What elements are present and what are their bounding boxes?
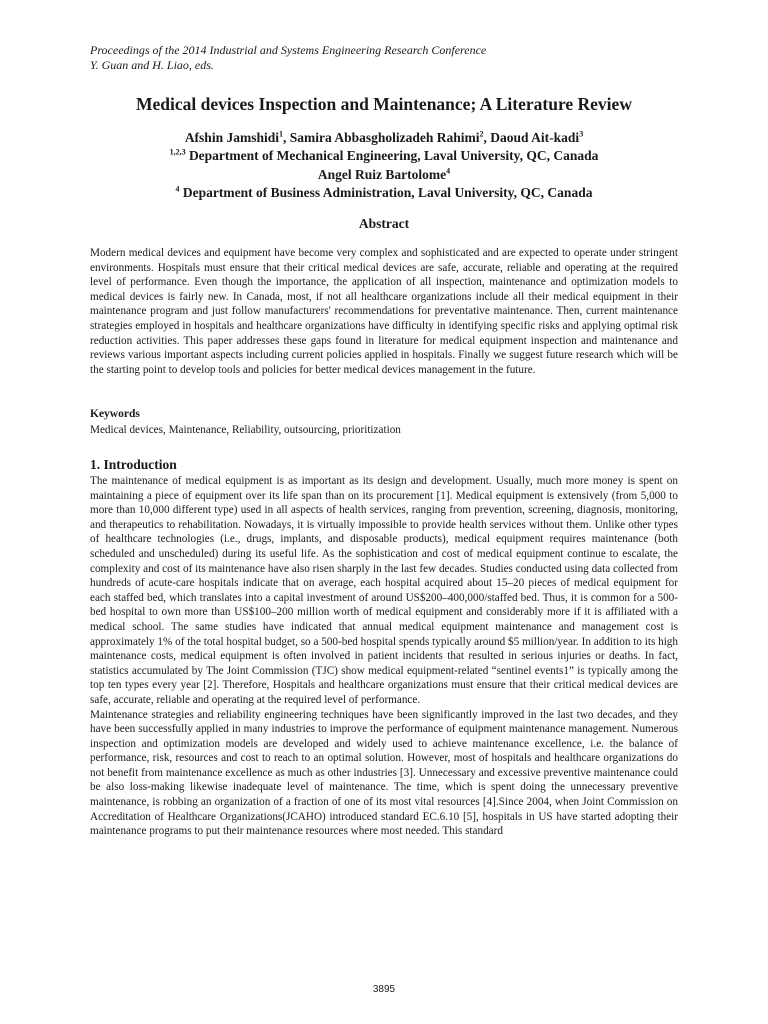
author-block xyxy=(0,129,768,202)
affiliation-text: Department of Mechanical Engineering, Laval University, QC, Canada xyxy=(185,148,599,164)
introduction-paragraph: The maintenance of medical equipment is as important as its design and development. Usually, much more money is spent on maintaining a piece of equipment over its life span than on its procurement [1]. Medical equipment is extensively (from 5,000 to more than 10,000 different type) used in all aspects of health services, ranging from prevention, screening, diagnosis, monitoring, and therapeutics to rehabilitation. Nowadays, it is virtually impossible to provide health services without them. Unlike other types of healthcare technologies (i.e., drugs, implants, and disposable products), medical equipment requires maintenance (both scheduled and unscheduled) during its useful life. As the sophistication and cost of medical equipment continue to escalate, the complexity and cost of its maintenance have also risen sharply in the last few decades. Studies conducted using data collected from hundreds of acute-care hospitals indicate that on average, each hospital acquired about 15–20 pieces of medical equipment for each staffed bed, which translates into a capital investment of around US$200–400,000/staffed bed. Thus, it is common for a 500-bed hospital to own more than US$100–200 million worth of medical equipment and considerably more if it is affiliated with a medical school. The same studies have indicated that annual medical equipment maintenance and management cost is approximately 1% of the total hospital budget, so a 500-bed hospital spends typically around $5 million/year. In addition to its high maintenance costs, medical equipment is often involved in patient incidents that resulted in serious injuries or deaths. In fact, statistics accumulated by The Joint Commission (TJC) show medical equipment-related “sentinel events1” is typically among the top ten types every year [2]. Therefore, Hospitals and healthcare organizations must ensure that their critical medical devices are safe, accurate, reliable and operating at the required level of performance. xyxy=(90,475,678,706)
author-superscript: 2 xyxy=(479,129,484,139)
abstract-text: Modern medical devices and equipment have become very complex and sophisticated and are expected to operate under stringent environments. Hospitals must ensure that their critical medical devices are safe, accurate, reliable and operating at the required level of performance. Even though the importance, the application of all inspection, maintenance and optimization models to medical devices is fairly new. In Canada, most, if not all healthcare organizations include all their medical equipment in their maintenance program and just follow manufacturers' recommendations for preventative maintenance. Then, current maintenance strategies employed in hospitals and healthcare organizations have difficulty in identifying specific risks and applying optimal risk reduction activities. This paper addresses these gaps found in literature for medical equipment inspection and maintenance and reviews various important aspects including current policies applied in hospitals. Finally we suggest future research which will be the starting point to develop tools and policies for better medical devices management in the future. xyxy=(90,247,678,376)
affiliation-superscript: 4 xyxy=(175,184,180,194)
author-name: Afshin Jamshidi xyxy=(184,130,279,145)
proceedings-title: Proceedings of the 2014 Industrial and Systems Engineering Research Conference xyxy=(90,43,487,57)
keywords-heading: Keywords xyxy=(90,408,140,420)
affiliation-line-2 xyxy=(0,184,768,202)
proceedings-editors: Y. Guan and H. Liao, eds. xyxy=(90,58,214,72)
author-name: , Samira Abbasgholizadeh Rahimi xyxy=(282,130,480,145)
author-line-1 xyxy=(0,129,768,147)
page-number: 3895 xyxy=(372,984,396,995)
keywords-text: Medical devices, Maintenance, Reliability, outsourcing, prioritization xyxy=(90,424,401,436)
affiliation-text: Department of Business Administration, Laval University, QC, Canada xyxy=(179,184,593,200)
author-superscript: 1 xyxy=(278,129,283,139)
proceedings-header xyxy=(90,43,486,73)
paper-title: Medical devices Inspection and Maintenance; A Literature Review xyxy=(136,94,632,114)
affiliation-line-1 xyxy=(0,147,768,165)
introduction-paragraph: Maintenance strategies and reliability engineering techniques have been significantly improved in the last two decades, and they have been successfully applied in many industries to improve the performance of equipment maintenance management. Numerous inspection and optimization models are developed and widely used to achieve maintenance excellence, i.e. the balance of performance, risk, resources and cost to reach to an optimal solution. However, most of hospitals and healthcare organizations do not benefit from maintenance excellence as much as other industries [3]. Unnecessary and excessive preventive maintenance could be also loss-making likewise inadequate level of maintenance. The time, which is spent doing the unnecessary preventive maintenance, is robbing an organization of a fraction of one of its most vital resources [4].Since 2004, when Joint Commission on Accreditation of Healthcare Organizations(JCAHO) introduced standard EC.6.10 [5], hospitals in US have started adopting their maintenance programs to put their maintenance resources where most needed. This standard xyxy=(90,708,678,838)
section-heading-introduction: 1. Introduction xyxy=(90,457,177,472)
introduction-body xyxy=(90,474,678,839)
author-name: , Daoud Ait-kadi xyxy=(483,130,580,145)
abstract-heading: Abstract xyxy=(358,216,410,231)
author-superscript: 3 xyxy=(579,129,584,139)
author-superscript: 4 xyxy=(446,166,451,176)
affiliation-superscript: 1,2,3 xyxy=(169,147,186,157)
author-name: Angel Ruiz Bartolome xyxy=(317,166,447,182)
author-line-2 xyxy=(0,166,768,184)
